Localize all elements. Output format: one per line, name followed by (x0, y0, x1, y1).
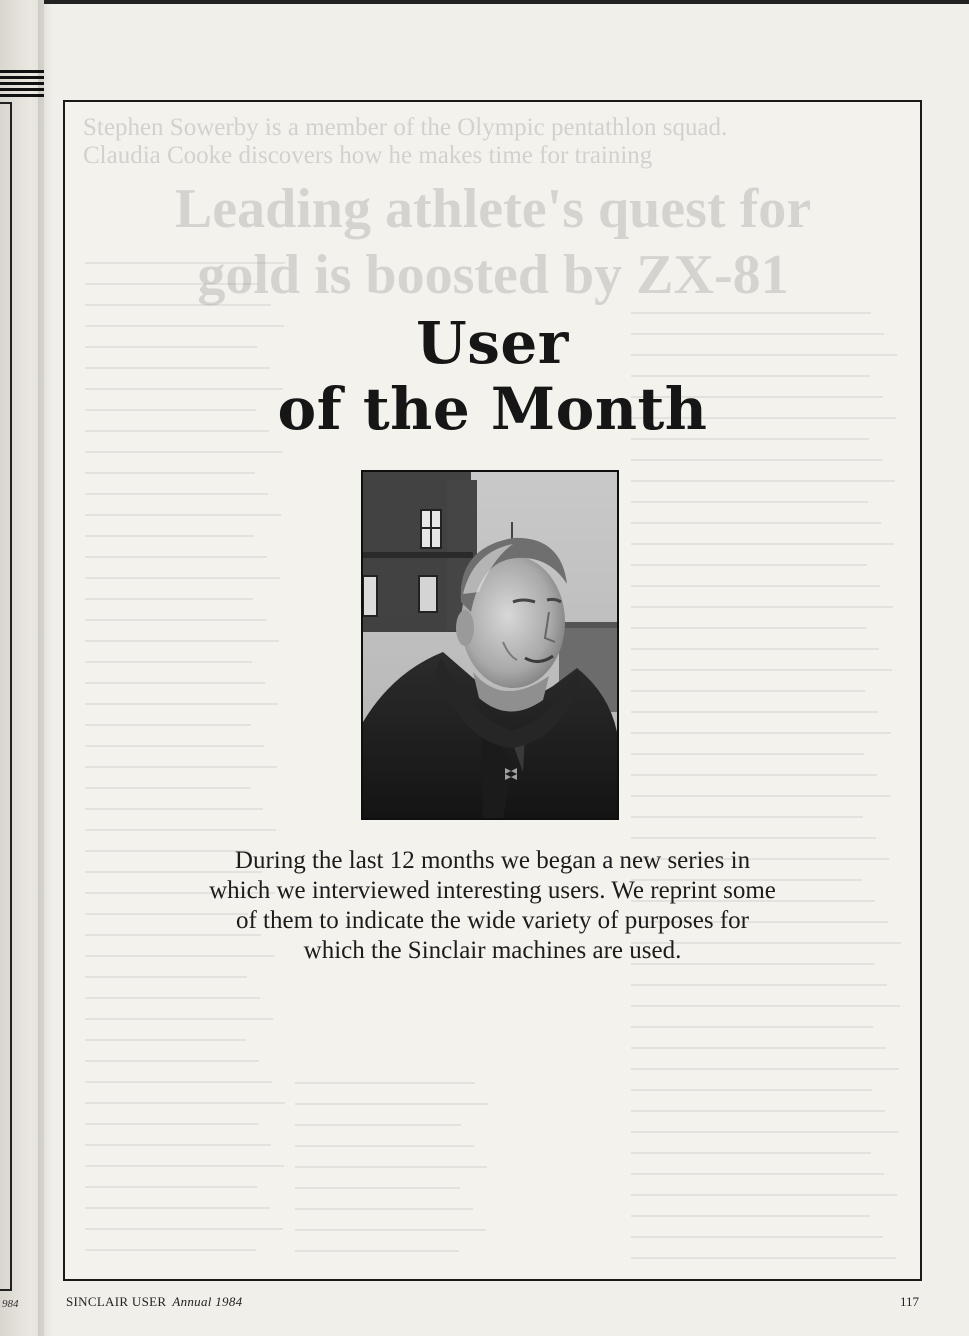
show-through-line (85, 640, 279, 642)
show-through-line (85, 703, 278, 705)
show-through-line (85, 1123, 258, 1125)
show-through-line (631, 522, 881, 524)
portrait-photo-image (363, 472, 617, 818)
show-through-line (85, 787, 250, 789)
show-through-line (295, 1082, 475, 1084)
show-through-line (85, 283, 258, 285)
show-through-line (631, 690, 865, 692)
page-title (65, 310, 920, 442)
spine-shadow (38, 0, 52, 1336)
page-frame (63, 100, 922, 1281)
show-through-line (631, 585, 880, 587)
show-through-line (631, 648, 879, 650)
intro-caption: During the last 12 months we began a new series in which we interviewed interesting users. We reprint some of them to indicate the wide variety of purposes for which the Sinclair machines are used. (209, 847, 776, 964)
show-through-line (85, 808, 263, 810)
title-line-2: of the Month (277, 375, 708, 443)
show-through-line (85, 304, 271, 306)
show-through-line (631, 564, 867, 566)
show-through-line (85, 598, 253, 600)
page-number: 117 (900, 1294, 920, 1309)
footer-issue: Annual 1984 (172, 1294, 243, 1309)
show-through-line (85, 1081, 272, 1083)
show-through-line (631, 1152, 871, 1154)
show-through-line (631, 816, 863, 818)
show-through-line (631, 606, 893, 608)
footer-magazine (66, 1294, 242, 1310)
show-through-line (295, 1166, 487, 1168)
show-through-line (85, 1165, 284, 1167)
show-through-line (85, 493, 268, 495)
show-through-line (631, 459, 882, 461)
show-through-line (85, 556, 267, 558)
show-through-line (85, 451, 282, 453)
show-through-line (631, 795, 890, 797)
show-through-line (85, 724, 251, 726)
show-through-line (85, 976, 247, 978)
show-through-line (631, 480, 895, 482)
show-through-line (85, 661, 252, 663)
show-through-line (85, 619, 266, 621)
show-through-line (295, 1229, 486, 1231)
show-through-line (631, 1089, 872, 1091)
show-through-line (295, 1187, 460, 1189)
show-through-line (85, 577, 280, 579)
show-through-standfirst: Stephen Sowerby is a member of the Olympic pentathlon squad. Claudia Cooke discovers how he makes time for training (83, 114, 728, 169)
show-through-line (631, 1173, 884, 1175)
show-through-line (631, 732, 891, 734)
show-through-line (85, 1186, 257, 1188)
show-through-line (85, 535, 254, 537)
show-through-line (295, 1250, 459, 1252)
show-through-line (295, 1145, 474, 1147)
show-through-line (631, 711, 878, 713)
title-line-1: User (416, 309, 569, 377)
show-through-line (85, 829, 276, 831)
show-through-line (631, 753, 864, 755)
show-through-line (631, 1068, 899, 1070)
show-through-line (631, 1047, 886, 1049)
show-through-line (85, 472, 255, 474)
show-through-line (295, 1103, 488, 1105)
show-through-line (85, 745, 264, 747)
show-through-line (631, 774, 877, 776)
show-through-line (631, 501, 868, 503)
show-through-line (85, 682, 265, 684)
show-through-line (631, 984, 887, 986)
footer-magazine-name: SINCLAIR USER (66, 1294, 167, 1309)
show-through-line (85, 1060, 259, 1062)
show-through-line (85, 766, 277, 768)
show-through-line (85, 1018, 273, 1020)
show-through-line (85, 262, 285, 264)
show-through-line (295, 1208, 473, 1210)
show-through-line (631, 1194, 897, 1196)
show-through-line (631, 837, 876, 839)
show-through-line (631, 1236, 883, 1238)
show-through-headline: Leading athlete's quest for gold is boosted by ZX-81 (174, 178, 812, 306)
show-through-line (631, 1110, 885, 1112)
show-through-line (631, 1005, 900, 1007)
show-through-line (631, 669, 892, 671)
show-through-line (85, 1207, 270, 1209)
facing-page-folio: 984 (2, 1298, 19, 1310)
show-through-line (85, 1102, 285, 1104)
show-through-line (295, 1124, 461, 1126)
show-through-line (631, 1215, 870, 1217)
portrait-photo (361, 470, 619, 820)
show-through-line (85, 1228, 283, 1230)
show-through-line (631, 1131, 898, 1133)
show-through-line (85, 514, 281, 516)
top-rule (44, 0, 969, 4)
show-through-line (85, 1039, 246, 1041)
show-through-line (85, 1144, 271, 1146)
show-through-line (85, 1249, 256, 1251)
show-through-line (631, 1026, 873, 1028)
show-through-line (631, 627, 866, 629)
show-through-line (631, 1257, 896, 1259)
facing-page-frame (0, 102, 12, 1291)
show-through-line (631, 543, 894, 545)
show-through-line (85, 997, 260, 999)
